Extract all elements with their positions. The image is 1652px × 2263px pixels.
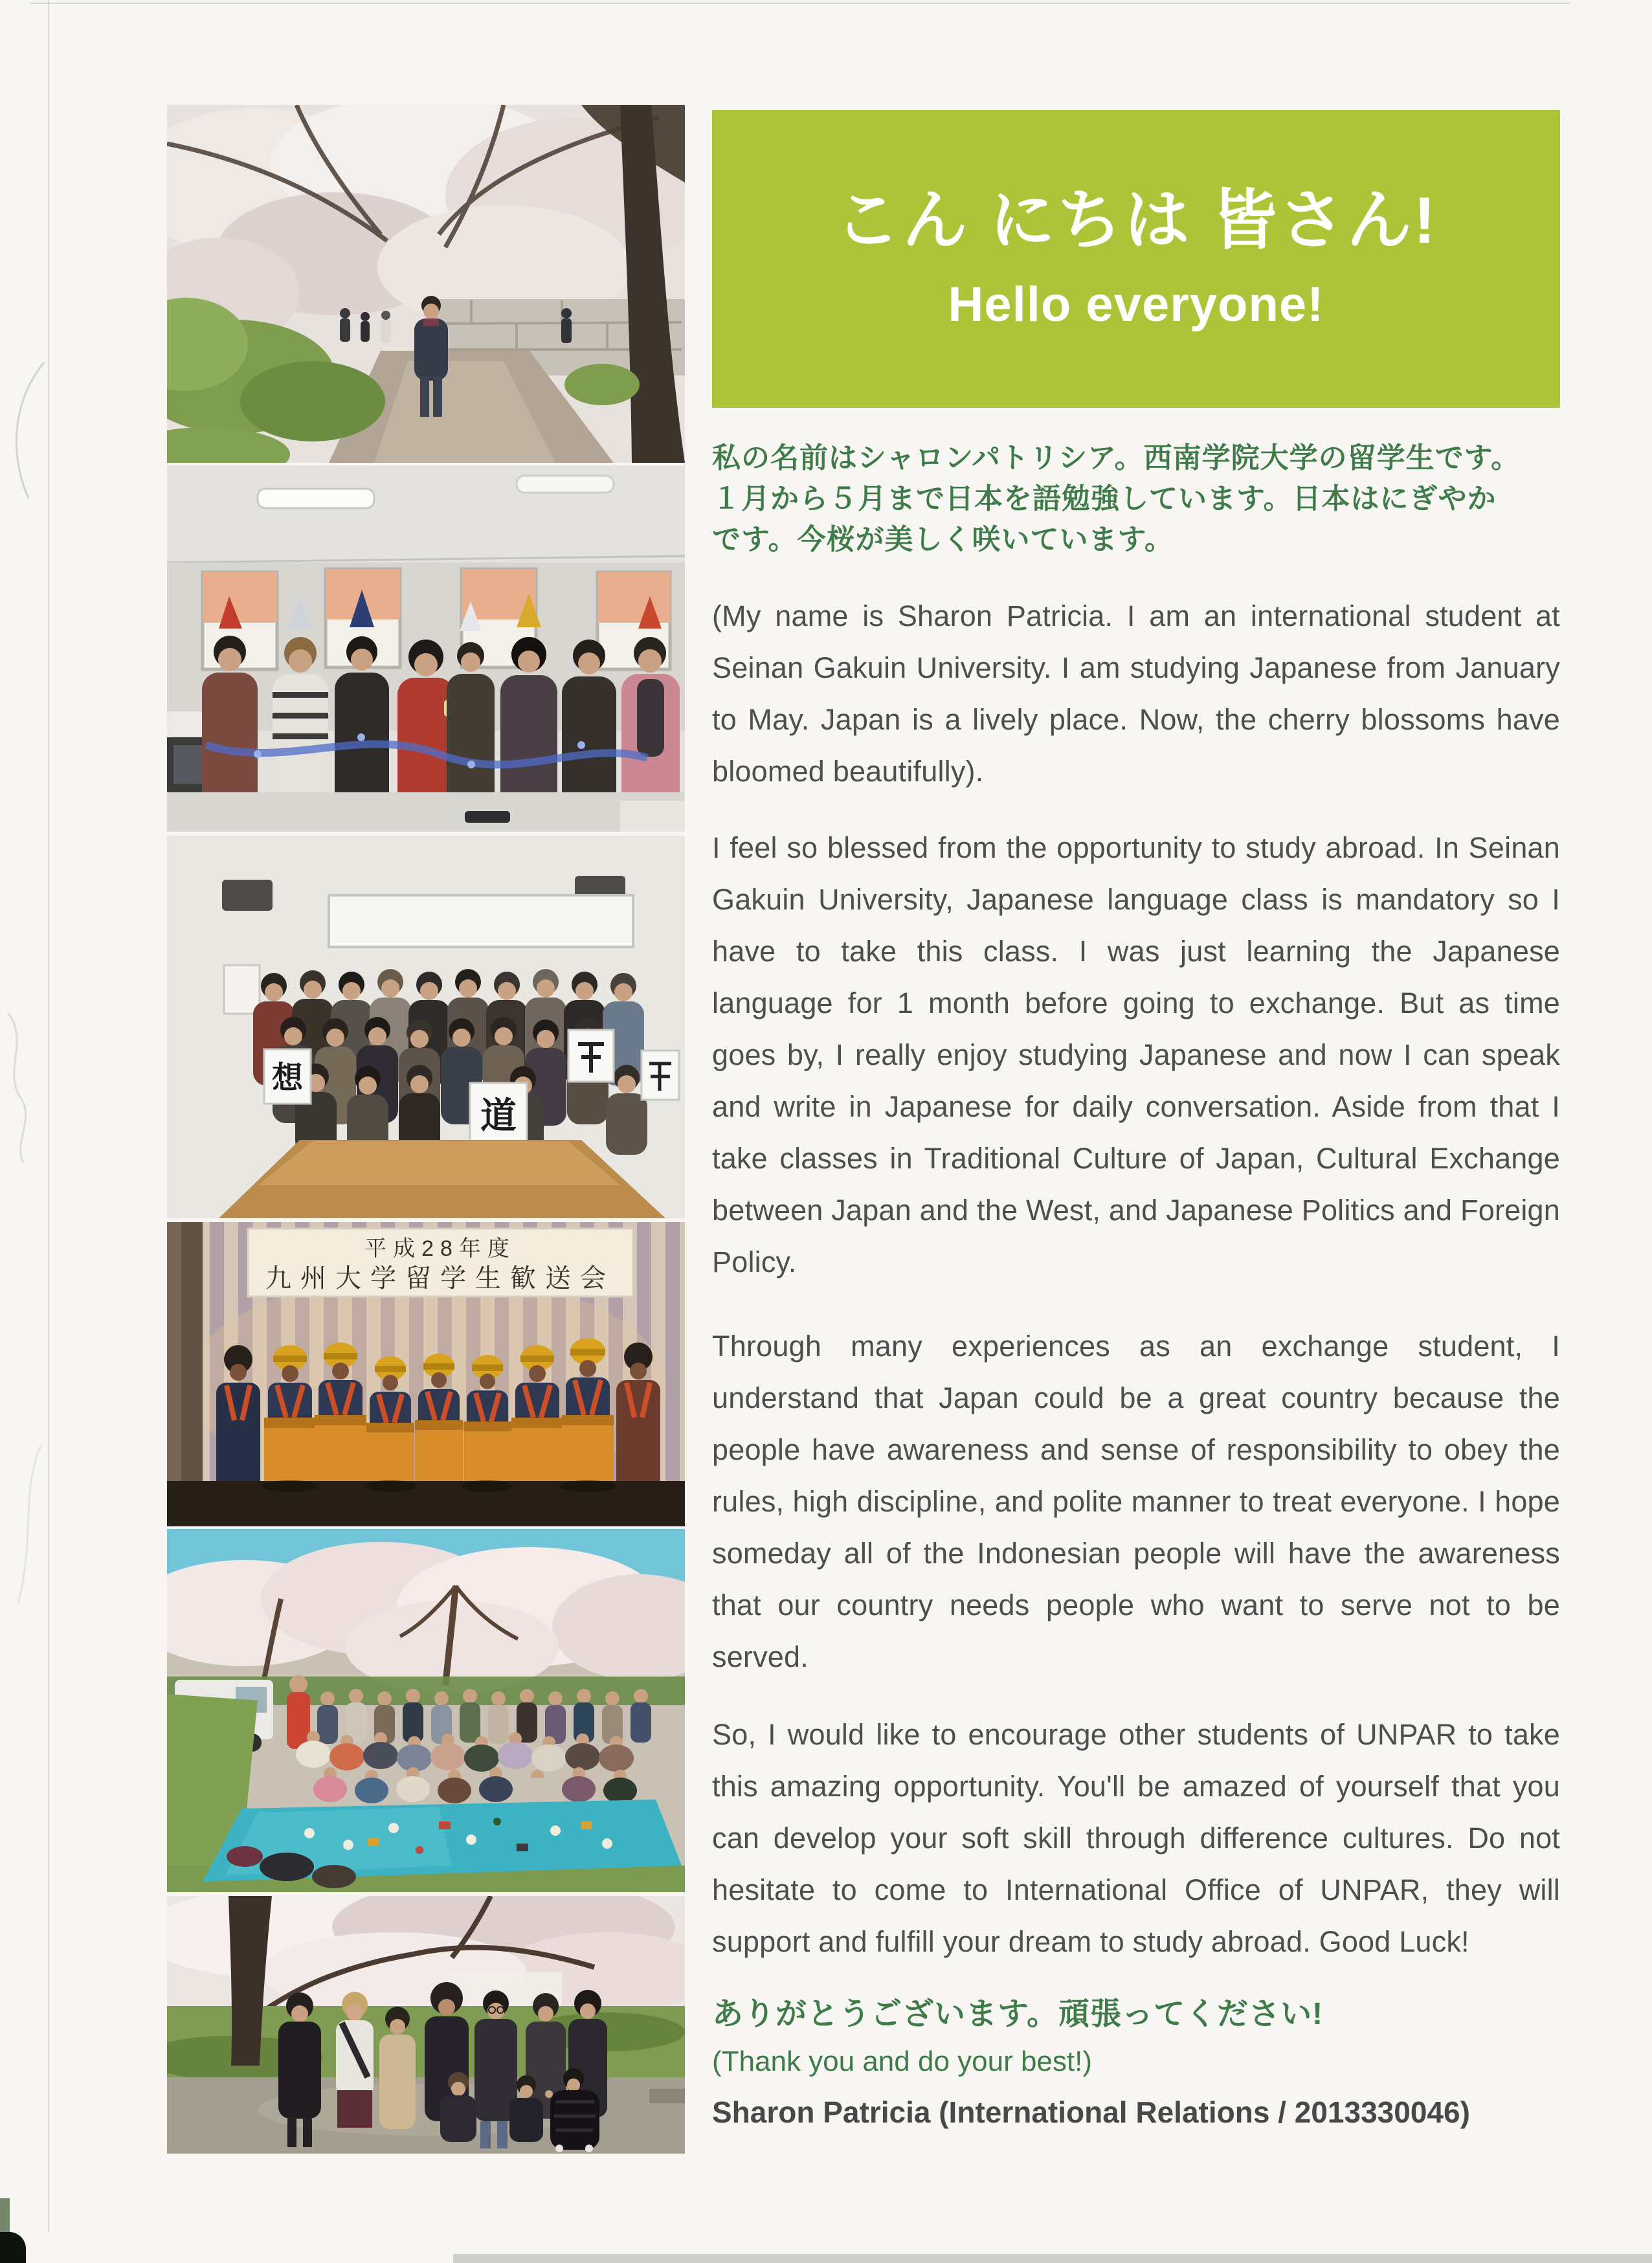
speaker — [222, 880, 273, 911]
closing-english: (Thank you and do your best!) — [712, 2046, 1092, 2077]
cherry-blossom-path-art — [167, 105, 685, 463]
photo-friends-under-cherry-blossoms — [167, 1896, 685, 2154]
photo-calligraphy-class-group — [167, 836, 685, 1218]
stage-banner — [248, 1229, 633, 1297]
performers — [216, 1338, 660, 1493]
article-column — [712, 0, 1560, 2263]
farewell-stage-performance-art — [167, 1222, 685, 1526]
pencil-mark-1 — [3, 360, 54, 502]
intro-japanese-line-3: です。今桜が美しく咲いています。 — [712, 524, 1174, 555]
friends-under-cherry-blossoms-art — [167, 1896, 685, 2154]
hanami-picnic-art — [167, 1529, 685, 1892]
desk — [167, 792, 685, 832]
paragraph-encouragement: So, I would like to encourage other students of UNPAR to take this amazing opportunity. You'll be amazed of yourself that you can develop your soft skill through difference cultures. Do not hesitate to come to International Office of UNPAR, they will support and fulfill your dream to study abroad. Good Luck! — [712, 1718, 1560, 1958]
calligraphy-sheet-3 — [568, 1030, 614, 1082]
calligraphy-class-group-art — [167, 836, 685, 1218]
greeting-title-english: Hello everyone! — [948, 277, 1324, 333]
calligraphy-sheet-4 — [642, 1051, 679, 1100]
ceiling-light — [258, 489, 374, 508]
pencil-mark-2 — [0, 1010, 45, 1165]
whiteboard — [329, 895, 633, 947]
scan-edge-smudge — [0, 2198, 10, 2237]
stage-banner-text-line1: 平成28年度 — [364, 1236, 516, 1261]
scan-corner-shadow — [0, 2232, 26, 2263]
pencil-mark-3 — [12, 1444, 50, 1605]
calligraphy-sheet-1 — [264, 1049, 311, 1104]
greeting-banner — [712, 110, 1560, 408]
paragraph-english-translation: (My name is Sharon Patricia. I am an international student at Seinan Gakuin University. I am studying Japanese from January to May. Japan is a lively place. Now, the cherry blossoms have bloomed beautifully). — [712, 599, 1560, 788]
paragraph-reflection: Through many experiences as an exchange student, I understand that Japan could be a great country because the people have awareness and sense of responsibility to obey the rules, high discipline, and polite manner to treat everyone. I hope someday all of the Indonesian people will have the awareness that our country needs people who want to serve not to be served. — [712, 1330, 1560, 1673]
party-in-classroom-art — [167, 465, 685, 832]
photo-cherry-blossom-path — [167, 105, 685, 463]
intro-japanese-line-1: 私の名前はシャロンパトリシア。西南学院大学の留学生です。 — [712, 442, 1521, 474]
calligraphy-sheet-2 — [470, 1083, 527, 1148]
photo-hanami-picnic — [167, 1529, 685, 1892]
closing-japanese: ありがとうございます。頑張ってください! — [712, 1997, 1324, 2031]
scan-fold-line — [48, 0, 49, 2232]
greeting-title-japanese: こん にちは 皆さん! — [834, 184, 1438, 257]
calligraphy-character-2: 道 — [480, 1095, 517, 1136]
intro-japanese-paragraph — [712, 438, 1560, 560]
photo-party-in-classroom — [167, 465, 685, 832]
wall-poster — [224, 965, 260, 1014]
intro-japanese-line-2: １月から５月まで日本を語勉強しています。日本はにぎやか — [712, 483, 1497, 515]
stage-banner-text-line2: 九州大学留学生歓送会 — [265, 1264, 615, 1293]
paragraph-study-experience: I feel so blessed from the opportunity to study abroad. In Seinan Gakuin University, Japanese language class is mandatory so I have to take this class. I was just learning the Japanese language for 1 month before going to exchange. But as time goes by, I really enjoy studying Japanese and now I can speak and write in Japanese for daily conversation. Aside from that I take classes in Traditional Culture of Japan, Cultural Exchange between Japan and the West, and Japanese Politics and Foreign Policy. — [712, 831, 1560, 1278]
photo-farewell-stage-performance — [167, 1222, 685, 1526]
calligraphy-character-1: 想 — [271, 1061, 304, 1095]
author-signature: Sharon Patricia (International Relations / 2013330046) — [712, 2095, 1470, 2129]
